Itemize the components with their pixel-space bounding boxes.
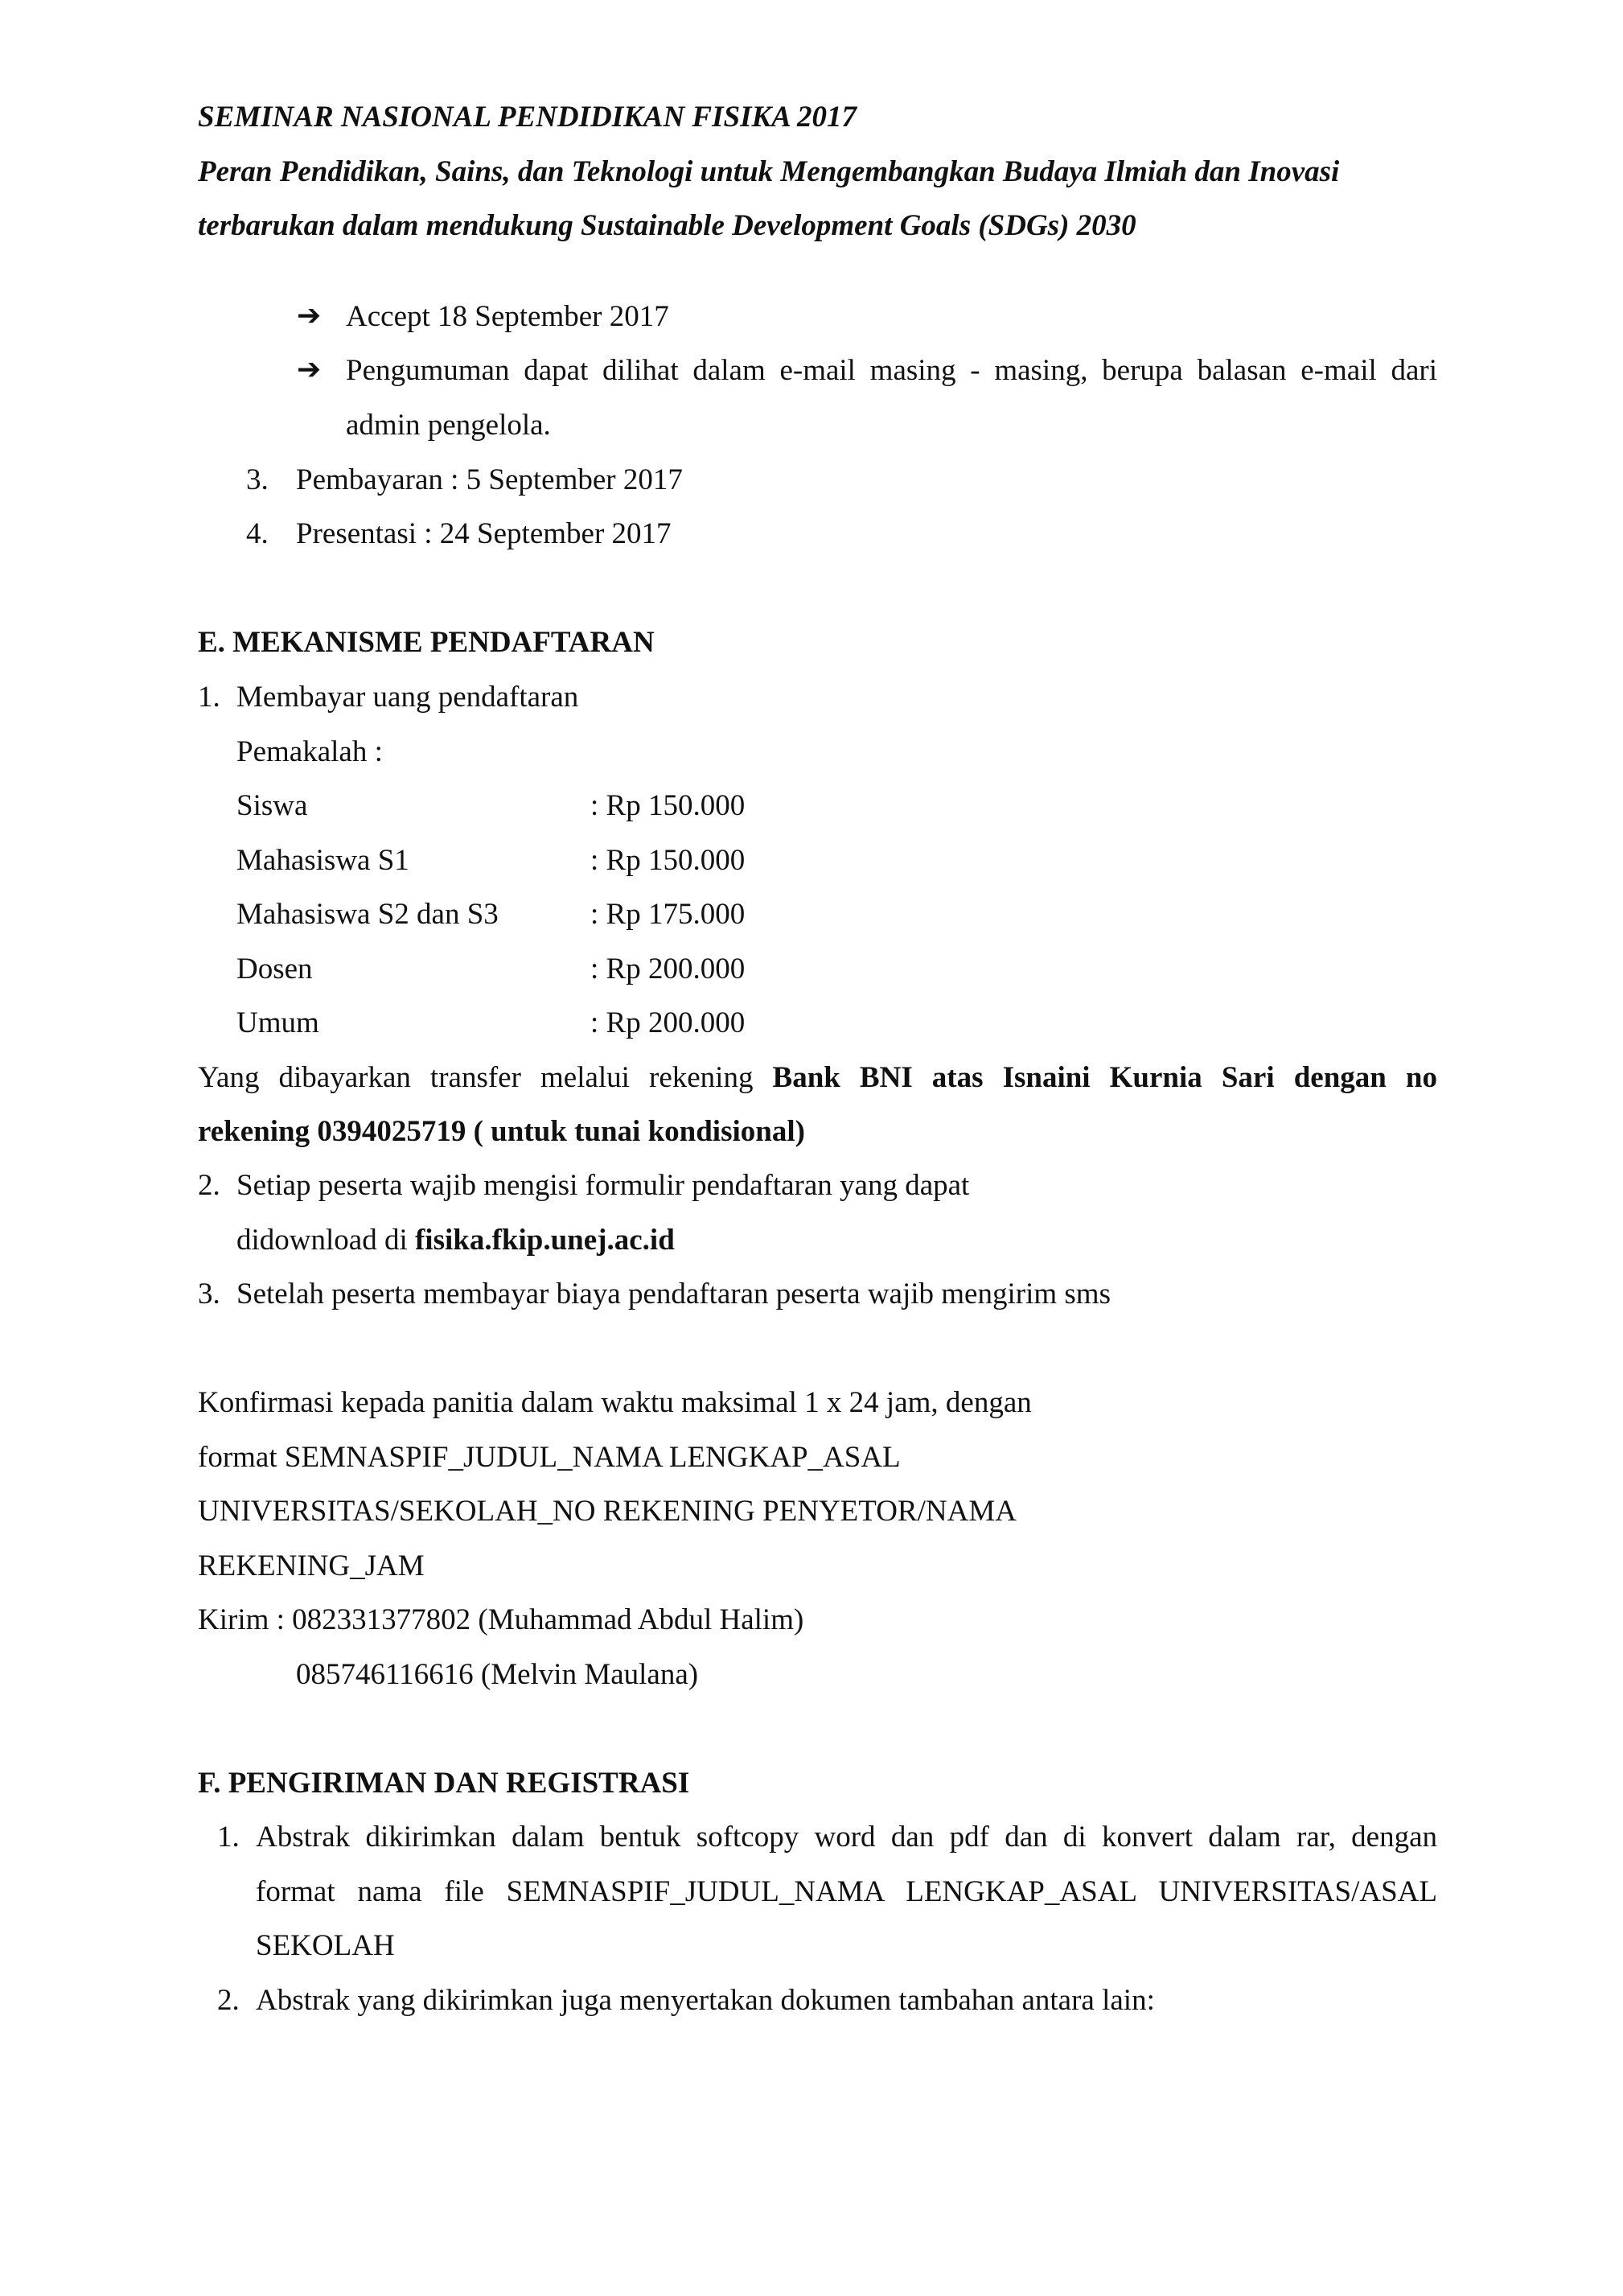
announcement-line-2: admin pengelola. (346, 409, 551, 442)
arrow-right-icon: ➔ (297, 299, 322, 332)
bank-account-number: rekening 0394025719 ( untuk tunai kondisional) (198, 1115, 805, 1148)
list-number: 2. (217, 1984, 240, 2017)
download-info (236, 1225, 675, 1255)
fee-label: Mahasiswa S1 (236, 844, 409, 877)
transfer-info-line-1 (198, 1063, 1437, 1092)
header-title: SEMINAR NASIONAL PENDIDIKAN FISIKA 2017 (198, 101, 857, 134)
accept-date: Accept 18 September 2017 (346, 300, 669, 333)
confirmation-line-3: UNIVERSITAS/SEKOLAH_NO REKENING PENYETOR/NAMA (198, 1495, 1017, 1528)
header-theme-line-1: Peran Pendidikan, Sains, dan Teknologi untuk Mengembangkan Budaya Ilmiah dan Inovasi (198, 155, 1340, 188)
fee-label: Mahasiswa S2 dan S3 (236, 898, 499, 931)
abstract-format-line-3: SEKOLAH (256, 1929, 395, 1962)
list-number: 1. (198, 681, 220, 714)
fee-label: Siswa (236, 789, 308, 822)
download-link: fisika.fkip.unej.ac.id (414, 1224, 675, 1257)
header-theme-line-2: terbarukan dalam mendukung Sustainable Development Goals (SDGs) 2030 (198, 209, 1136, 242)
registration-item-1: Membayar uang pendaftaran (236, 681, 579, 714)
fee-value: : Rp 175.000 (590, 898, 746, 931)
fee-value: : Rp 150.000 (590, 789, 746, 822)
fee-value: : Rp 200.000 (590, 953, 746, 985)
list-number: 2. (198, 1169, 220, 1202)
confirmation-line-1: Konfirmasi kepada panitia dalam waktu maksimal 1 x 24 jam, dengan (198, 1386, 1032, 1419)
list-number: 1. (217, 1821, 240, 1854)
fee-value: : Rp 150.000 (590, 844, 746, 877)
arrow-right-icon: ➔ (297, 353, 322, 386)
list-number: 3. (246, 463, 269, 496)
abstract-format-line-2: format nama file SEMNASPIF_JUDUL_NAMA LENGKAP_ASAL UNIVERSITAS/ASAL (256, 1875, 1437, 1908)
list-number: 3. (198, 1278, 220, 1311)
bank-account-details: Bank BNI atas Isnaini Kurnia Sari dengan no (772, 1061, 1437, 1094)
send-contact-1: Kirim : 082331377802 (Muhammad Abdul Halim) (198, 1603, 804, 1636)
abstract-format-line-1: Abstrak dikirimkan dalam bentuk softcopy word dan pdf dan di konvert dalam rar, dengan (256, 1821, 1437, 1854)
list-number: 4. (246, 517, 269, 550)
presentation-date: Presentasi : 24 September 2017 (296, 517, 672, 550)
section-f-heading: F. PENGIRIMAN DAN REGISTRASI (198, 1767, 690, 1800)
pemakalah-label: Pemakalah : (236, 735, 383, 768)
section-e-heading: E. MEKANISME PENDAFTARAN (198, 626, 655, 659)
registration-item-3: Setelah peserta membayar biaya pendaftaran peserta wajib mengirim sms (236, 1278, 1111, 1311)
fee-value: : Rp 200.000 (590, 1006, 746, 1039)
announcement-line-1: Pengumuman dapat dilihat dalam e-mail masing - masing, berupa balasan e-mail dari (346, 354, 1437, 387)
confirmation-line-4: REKENING_JAM (198, 1549, 425, 1582)
transfer-info-text: Yang dibayarkan transfer melalui rekening (198, 1061, 773, 1094)
download-text: didownload di (236, 1224, 415, 1257)
abstract-documents-item: Abstrak yang dikirimkan juga menyertakan dokumen tambahan antara lain: (256, 1984, 1155, 2017)
confirmation-line-2: format SEMNASPIF_JUDUL_NAMA LENGKAP_ASAL (198, 1441, 901, 1474)
send-contact-2: 085746116616 (Melvin Maulana) (296, 1658, 699, 1691)
fee-label: Dosen (236, 953, 313, 985)
registration-item-2: Setiap peserta wajib mengisi formulir pendaftaran yang dapat (236, 1169, 970, 1202)
payment-date: Pembayaran : 5 September 2017 (296, 463, 683, 496)
fee-label: Umum (236, 1006, 319, 1039)
